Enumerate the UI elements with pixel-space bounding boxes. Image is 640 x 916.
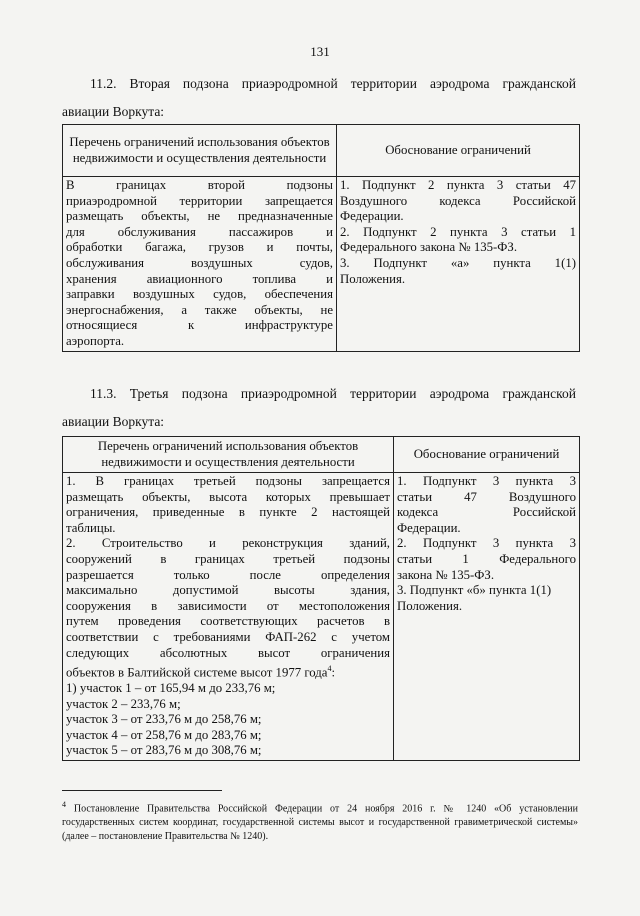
cell-line: статьи 47 Воздушного (397, 489, 576, 504)
cell-line: для обслуживания пассажиров и (66, 224, 333, 239)
restrictions-cell (63, 473, 394, 761)
cell-line: участок 4 – от 258,76 м до 283,76 м; (66, 727, 262, 742)
cell-line: сооружения в зависимости от местоположения (66, 598, 390, 613)
table-header-restrictions: Перечень ограничений использования объектов недвижимости и осуществления деятельности (63, 437, 394, 473)
cell-line: заправки воздушных судов, обеспечения (66, 287, 333, 302)
cell-line: 2. Подпункт 2 пункта 3 статьи 1 (340, 224, 576, 239)
heading-line: авиации Воркута: (62, 414, 165, 429)
cell-line: Положения. (397, 598, 463, 613)
cell-line: Федерации. (397, 520, 461, 535)
cell-line: 2. Строительство и реконструкция зданий, (66, 536, 390, 551)
footnote-number: 4 (62, 800, 66, 809)
basis-cell (394, 473, 580, 761)
cell-line: кодекса Российской (397, 505, 576, 520)
cell-line: 2. Подпункт 3 пункта 3 (397, 536, 576, 551)
cell-line: размещать объекты, высота которых превышает (66, 489, 390, 504)
cell-line: обработки багажа, грузов и почты, (66, 240, 333, 255)
cell-line: Федерального закона № 135-ФЗ. (340, 240, 518, 255)
cell-line: сооружений в границах третьей подзоны (66, 551, 390, 566)
cell-line: 1. Подпункт 2 пункта 3 статьи 47 (340, 178, 576, 192)
basis-cell (337, 177, 580, 352)
section-heading-11-2 (62, 70, 576, 126)
cell-line: аэропорта. (66, 333, 125, 348)
section-heading-11-3 (62, 380, 576, 436)
cell-line: следующих абсолютных высот ограничения (66, 645, 390, 660)
cell-line: хранения авиационного топлива и (66, 271, 333, 286)
cell-line: 1. В границах третьей подзоны запрещается (66, 474, 390, 488)
cell-line: объектов в Балтийской системе высот 1977 года$^4$: (66, 664, 336, 680)
cell-line: Федерации. (340, 209, 404, 224)
cell-line: В границах второй подзоны (66, 178, 333, 192)
cell-line: размещать объекты, не предназначенные (66, 209, 333, 224)
restrictions-cell (63, 177, 337, 352)
cell-line: 3. Подпункт «а» пункта 1(1) (340, 255, 576, 270)
footnote (62, 798, 578, 844)
cell-line: разрешается только после определения (66, 567, 390, 582)
cell-line: обслуживания воздушных судов, (66, 255, 333, 270)
heading-line: 11.3. Третья подзона приаэродромной территории аэродрома гражданской (90, 386, 576, 401)
cell-line: участок 2 – 233,76 м; (66, 696, 181, 711)
heading-line: авиации Воркута: (62, 104, 165, 119)
cell-line: статьи 1 Федерального (397, 551, 576, 566)
cell-line: максимально допустимой высоты здания, (66, 583, 390, 598)
cell-line: энергоснабжения, а также объекты, не (66, 302, 333, 317)
cell-line: 1. Подпункт 3 пункта 3 (397, 474, 576, 488)
restrictions-table-zone-3 (62, 436, 580, 761)
restrictions-table-zone-2 (62, 124, 580, 352)
cell-line: участок 3 – от 233,76 м до 258,76 м; (66, 712, 262, 727)
cell-line: участок 5 – от 283,76 м до 308,76 м; (66, 743, 262, 758)
cell-line: соответствии с требованиями ФАП-262 с учетом (66, 629, 390, 644)
table-header-basis: Обоснование ограничений (394, 437, 580, 473)
cell-line: относящиеся к инфраструктуре (66, 318, 333, 333)
cell-line: приаэродромной территории запрещается (66, 193, 333, 208)
heading-line: 11.2. Вторая подзона приаэродромной территории аэродрома гражданской (90, 76, 576, 91)
cell-line: 3. Подпункт «б» пункта 1(1) (397, 583, 552, 598)
cell-line: таблицы. (66, 520, 116, 535)
cell-line: 1) участок 1 – от 165,94 м до 233,76 м; (66, 680, 276, 695)
cell-line: Положения. (340, 271, 406, 286)
cell-line: Воздушного кодекса Российской (340, 193, 576, 208)
page-number: 131 (310, 44, 330, 59)
cell-line: путем проведения соответствующих расчетов в (66, 614, 390, 629)
cell-line: ограничения, приведенные в пункте 2 настоящей (66, 505, 390, 520)
footnote-ref: 4 (327, 664, 332, 674)
cell-line: закона № 135-ФЗ. (397, 567, 495, 582)
table-header-basis: Обоснование ограничений (337, 125, 580, 177)
footnote-separator (62, 790, 222, 791)
table-header-restrictions: Перечень ограничений использования объектов недвижимости и осуществления деятельности (63, 125, 337, 177)
footnote-text: Постановление Правительства Российской Федерации от 24 ноября 2016 г. № 1240 «Об установлении государственных систем координат, государственной системы высот и государственной гравиметрической системы» (далее – постановление Правительства № 1240). (62, 803, 578, 843)
